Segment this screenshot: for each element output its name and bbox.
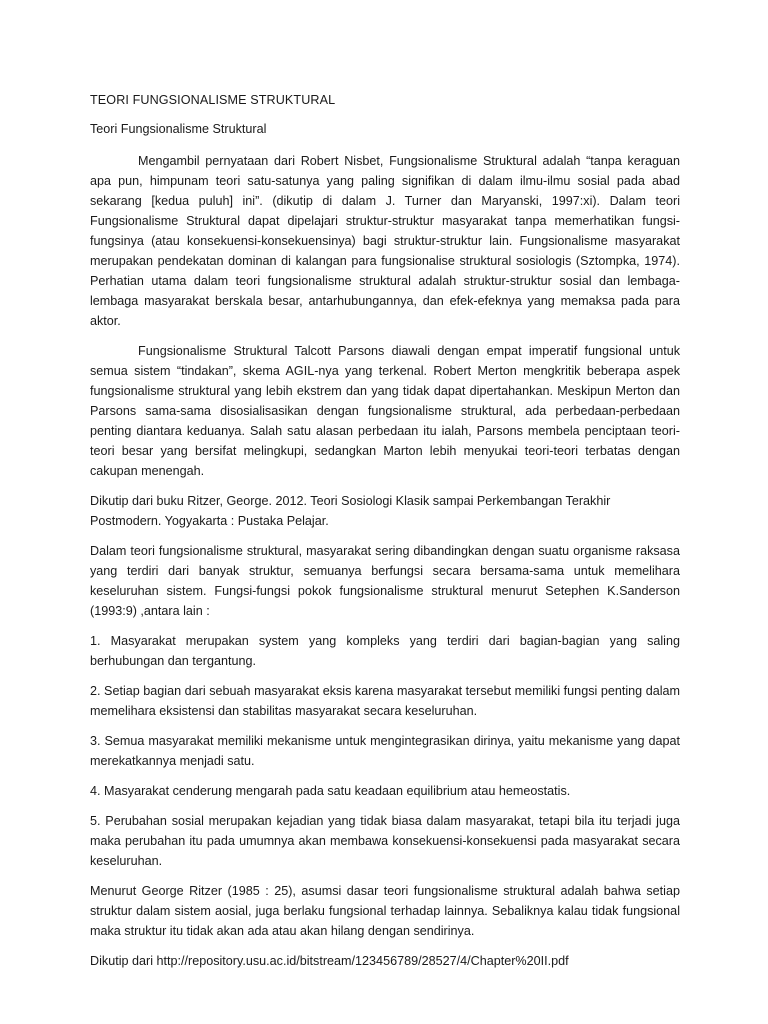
document-subtitle: Teori Fungsionalisme Struktural [90, 122, 267, 136]
function-list [90, 631, 680, 871]
list-item: 1. Masyarakat merupakan system yang kompleks yang terdiri dari bagian-bagian yang saling berhubungan dan tergantung. [90, 634, 680, 668]
paragraph-organism: Dalam teori fungsionalisme struktural, masyarakat sering dibandingkan dengan suatu organisme raksasa yang terdiri dari banyak struktur, semuanya berfungsi secara bersama-sama untuk memelihara keseluruhan sistem. Fungsi-fungsi pokok fungsionalisme struktural menurut Setephen K.Sanderson (1993:9) ,antara lain : [90, 544, 680, 618]
list-item: 3. Semua masyarakat memiliki mekanisme untuk mengintegrasikan dirinya, yaitu mekanisme yang dapat merekatkannya menjadi satu. [90, 734, 680, 768]
paragraph-parsons-merton: Fungsionalisme Struktural Talcott Parsons diawali dengan empat imperatif fungsional untuk semua sistem “tindakan”, skema AGIL-nya yang terkenal. Robert Merton mengkritik beberapa aspek fungsionalisme struktural yang lebih ekstrem dan yang tidak dapat dipertahankan. Meskipun Merton dan Parsons sama-sama disosialisasikan dengan fungsionalisme struktural, ada perbedaan-perbedaan penting diantara keduanya. Salah satu alasan perbedaan itu ialah, Parsons membela penciptaan teori-teori besar yang bersifat melingkupi, sedangkan Marton lebih menyukai teori-teori terbatas dengan cakupan menengah. [90, 344, 680, 478]
citation-ritzer: Dikutip dari buku Ritzer, George. 2012. Teori Sosiologi Klasik sampai Perkembangan Terakhir Postmodern. Yogyakarta : Pustaka Pelajar. [90, 494, 611, 528]
paragraph-ritzer-assumption: Menurut George Ritzer (1985 : 25), asumsi dasar teori fungsionalisme struktural adalah bahwa setiap struktur dalam sistem aosial, juga berlaku fungsional terhadap lainnya. Sebaliknya kalau tidak fungsional maka struktur itu tidak akan ada atau akan hilang dengan sendirinya. [90, 884, 680, 938]
citation-repository: Dikutip dari http://repository.usu.ac.id/bitstream/123456789/28527/4/Chapter%20II.pdf [90, 954, 569, 968]
list-item: 2. Setiap bagian dari sebuah masyarakat eksis karena masyarakat tersebut memiliki fungsi penting dalam memelihara eksistensi dan stabilitas masyarakat secara keseluruhan. [90, 684, 680, 718]
paragraph-intro: Mengambil pernyataan dari Robert Nisbet, Fungsionalisme Struktural adalah “tanpa keraguan apa pun, himpunam teori satu-satunya yang paling signifikan di dalam ilmu-ilmu sosial pada abad sekarang [kedua puluh] ini”. (dikutip di dalam J. Turner dan Maryanski, 1997:xi). Dalam teori Fungsionalisme Struktural dapat dipelajari struktur-struktur masyarakat tanpa memerhatikan fungsi-fungsinya (atau konsekuensi-konsekuensinya) bagi struktur-struktur lain. Fungsionalisme masyarakat merupakan pendekatan dominan di kalangan para fungsionalise struktural sosiologis (Sztompka, 1974). Perhatian utama dalam teori fungsionalisme struktural adalah struktur-struktur sosial dan lembaga-lembaga masyarakat berskala besar, antarhubungannya, dan efek-efeknya yang memaksa pada para aktor. [90, 154, 680, 328]
list-item: 4. Masyarakat cenderung mengarah pada satu keadaan equilibrium atau hemeostatis. [90, 784, 571, 798]
document-title: TEORI FUNGSIONALISME STRUKTURAL [90, 93, 336, 107]
list-item: 5. Perubahan sosial merupakan kejadian yang tidak biasa dalam masyarakat, tetapi bila itu terjadi juga maka perubahan itu pada umumnya akan membawa konsekuensi-konsekuensi pada masyarakat secara keseluruhan. [90, 814, 680, 868]
